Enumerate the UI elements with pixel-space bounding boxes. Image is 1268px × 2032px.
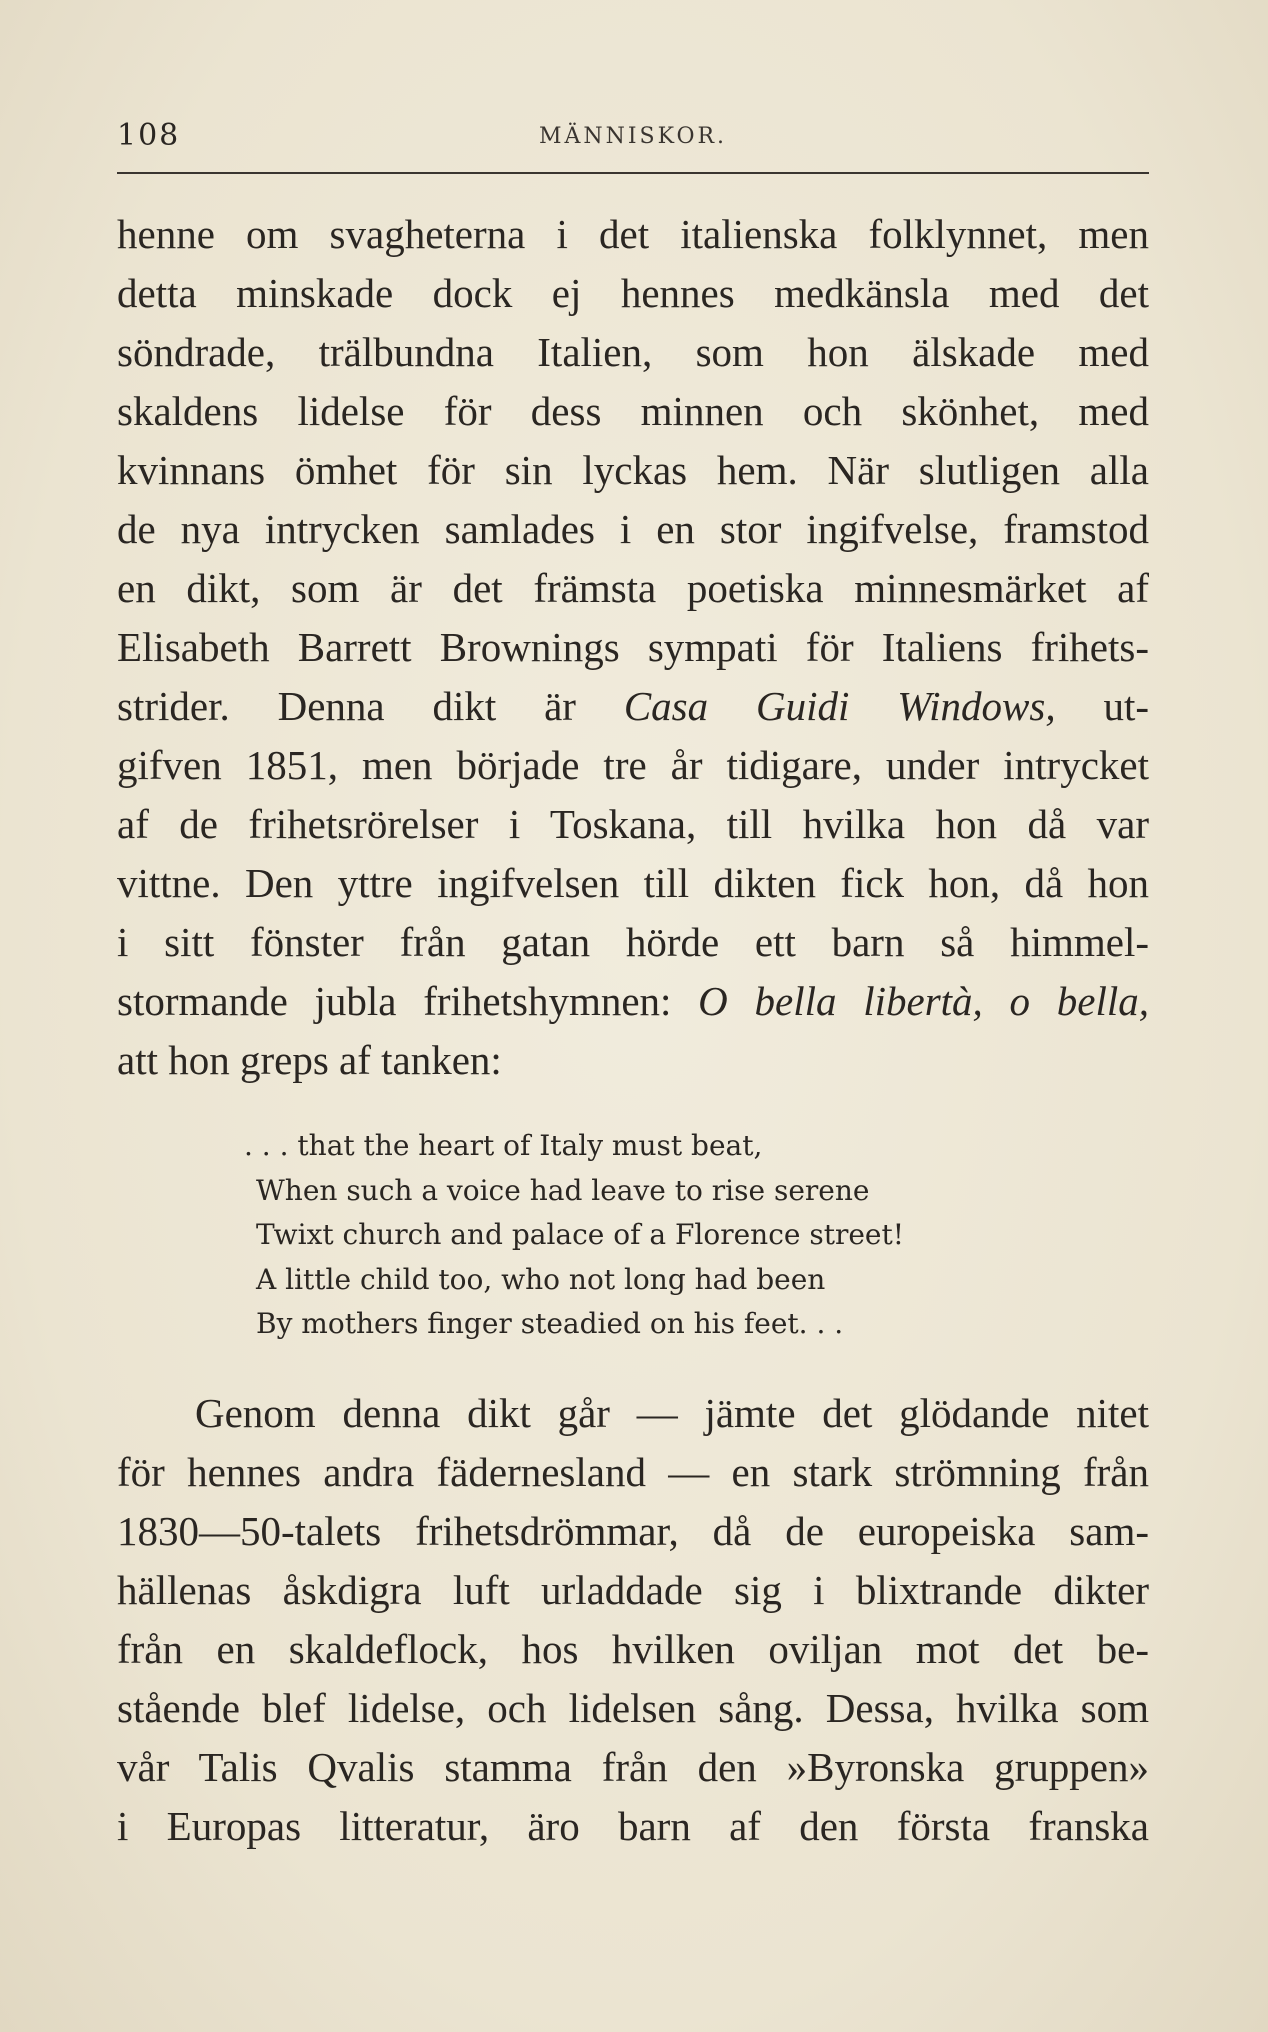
poem-line: A little child too, who not long had been xyxy=(256,1262,826,1296)
text-line: Genom denna dikt går — jämte det glödande nitet xyxy=(195,1390,1149,1436)
text-line: för hennes andra fädernesland — en stark strömning från xyxy=(117,1449,1149,1495)
text-segment: strider. Denna dikt är xyxy=(117,683,624,729)
text-line: vittne. Den yttre ingifvelsen till dikten fick hon, då hon xyxy=(117,860,1149,906)
text-line: i Europas litteratur, äro barn af den första franska xyxy=(117,1803,1149,1849)
page-header xyxy=(117,112,1149,174)
text-line: från en skaldeflock, hos hvilken oviljan mot det be- xyxy=(117,1626,1149,1672)
text-line: en dikt, som är det främsta poetiska minnesmärket af xyxy=(117,565,1149,611)
text-segment: ut- xyxy=(1055,683,1149,729)
text-segment: stormande jubla frihetshymnen: xyxy=(117,978,699,1024)
work-title: Casa Guidi Windows, xyxy=(623,683,1056,729)
running-head: MÄNNISKOR. xyxy=(538,124,728,149)
text-line xyxy=(117,677,1149,736)
poem-line: . . . that the heart of Italy must beat, xyxy=(244,1129,763,1162)
text-line: af de frihetsrörelser i Toskana, till hvilka hon då var xyxy=(117,801,1149,847)
text-line: stående blef lidelse, och lidelsen sång. Dessa, hvilka som xyxy=(117,1685,1149,1731)
text-line: 1830—50-talets frihetsdrömmar, då de europeiska sam- xyxy=(117,1508,1149,1554)
poem-line: By mothers finger steadied on his feet. . . xyxy=(256,1307,844,1340)
text-line: hällenas åskdigra luft urladdade sig i blixtrande dikter xyxy=(117,1567,1149,1613)
paragraph-2 xyxy=(117,1384,1149,1856)
text-line: vår Talis Qvalis stamma från den »Byronska gruppen» xyxy=(117,1744,1149,1790)
text-line: gifven 1851, men började tre år tidigare, under intrycket xyxy=(117,742,1149,788)
italic-quote: O bella libertà, o bella, xyxy=(698,978,1149,1024)
text-line: detta minskade dock ej hennes medkänsla med det xyxy=(117,270,1149,316)
text-line: kvinnans ömhet för sin lyckas hem. När slutligen alla xyxy=(117,447,1149,493)
text-line: söndrade, trälbundna Italien, som hon älskade med xyxy=(117,329,1149,375)
paragraph-1 xyxy=(117,205,1149,1090)
text-line xyxy=(117,972,1149,1031)
text-line: henne om svagheterna i det italienska folklynnet, men xyxy=(117,211,1149,257)
text-line: att hon greps af tanken: xyxy=(117,1037,502,1083)
text-line: i sitt fönster från gatan hörde ett barn så himmel- xyxy=(117,919,1149,965)
page-number: 108 xyxy=(117,118,181,153)
poem-quote xyxy=(244,1124,1116,1347)
text-line: Elisabeth Barrett Brownings sympati för Italiens frihets- xyxy=(117,624,1149,670)
poem-line: When such a voice had leave to rise serene xyxy=(256,1173,870,1207)
poem-line: Twixt church and palace of a Florence street! xyxy=(256,1218,905,1251)
text-line: de nya intrycken samlades i en stor ingifvelse, framstod xyxy=(117,506,1149,552)
text-line: skaldens lidelse för dess minnen och skönhet, med xyxy=(117,388,1149,434)
